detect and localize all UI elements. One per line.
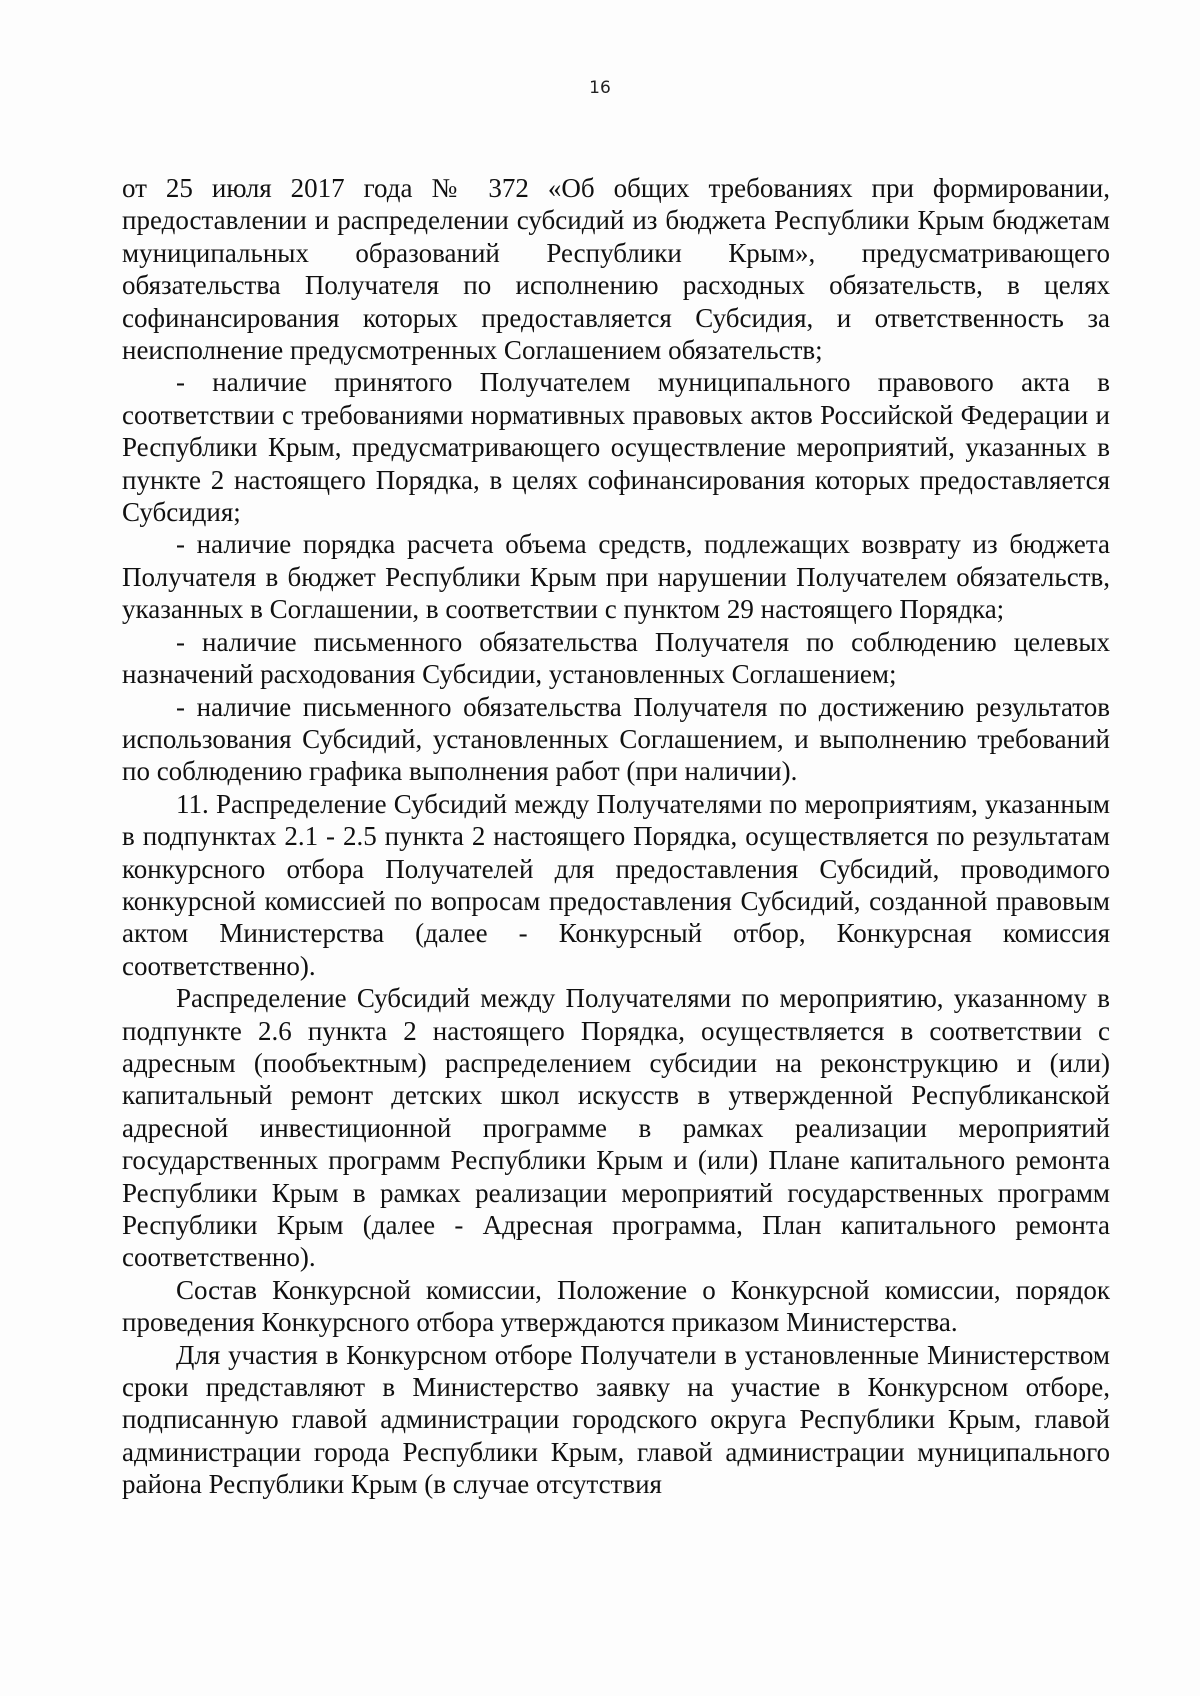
paragraph-address-program: Распределение Субсидий между Получателями по мероприятию, указанному в подпункте 2.6 пункта 2 настоящего Порядка, осуществляется в соответствии с адресным (пообъектным) распределением субсидии на реконструкцию и (или) капитальный ремонт детских школ искусств в утвержденной Республиканской адресной инвестиционной программе в рамках реализации мероприятий государственных программ Республики Крым и (или) Плане капитального ремонта Республики Крым в рамках реализации мероприятий государственных программ Республики Крым (далее - Адресная программа, План капитального ремонта соответственно).: [122, 983, 1110, 1273]
page-number: 16: [589, 78, 611, 98]
paragraph-refund-procedure: - наличие порядка расчета объема средств, подлежащих возврату из бюджета Получателя в бюджет Республики Крым при нарушении Получателем обязательств, указанных в Соглашении, в соответствии с пунктом 29 настоящего Порядка;: [122, 529, 1110, 625]
paragraph-commission-composition: Состав Конкурсной комиссии, Положение о Конкурсной комиссии, порядок проведения Конкурсного отбора утверждаются приказом Министерства.: [122, 1274, 1110, 1338]
paragraph-section-11: 11. Распределение Субсидий между Получателями по мероприятиям, указанным в подпунктах 2.1 - 2.5 пункта 2 настоящего Порядка, осуществляется по результатам конкурсного отбора Получателей для предоставления Субсидий, проводимого конкурсной комиссией по вопросам предоставления Субсидий, созданной правовым актом Министерства (далее - Конкурсный отбор, Конкурсная комиссия соответственно).: [122, 788, 1110, 981]
paragraph-results-obligation: - наличие письменного обязательства Получателя по достижению результатов использования Субсидий, установленных Соглашением, и выполнению требований по соблюдению графика выполнения работ (при наличии).: [122, 691, 1110, 787]
paragraph-target-use-obligation: - наличие письменного обязательства Получателя по соблюдению целевых назначений расходования Субсидии, установленных Соглашением;: [122, 626, 1110, 690]
paragraph-application: Для участия в Конкурсном отборе Получатели в установленные Министерством сроки представляют в Министерство заявку на участие в Конкурсном отборе, подписанную главой администрации городского округа Республики Крым, главой администрации города Республики Крым, главой администрации муниципального района Республики Крым (в случае отсутствия: [122, 1339, 1110, 1500]
paragraph-legal-act: - наличие принятого Получателем муниципального правового акта в соответствии с требованиями нормативных правовых актов Российской Федерации и Республики Крым, предусматривающего осуществление мероприятий, указанных в пункте 2 настоящего Порядка, в целях софинансирования которых предоставляется Субсидия;: [122, 367, 1110, 528]
paragraph-continuation: от 25 июля 2017 года № 372 «Об общих требованиях при формировании, предоставлении и распределении субсидий из бюджета Республики Крым бюджетам муниципальных образований Республики Крым», предусматривающего обязательства Получателя по исполнению расходных обязательств, в целях софинансирования которых предоставляется Субсидия, и ответственность за неисполнение предусмотренных Соглашением обязательств;: [122, 173, 1110, 366]
document-body: [122, 172, 1110, 1501]
